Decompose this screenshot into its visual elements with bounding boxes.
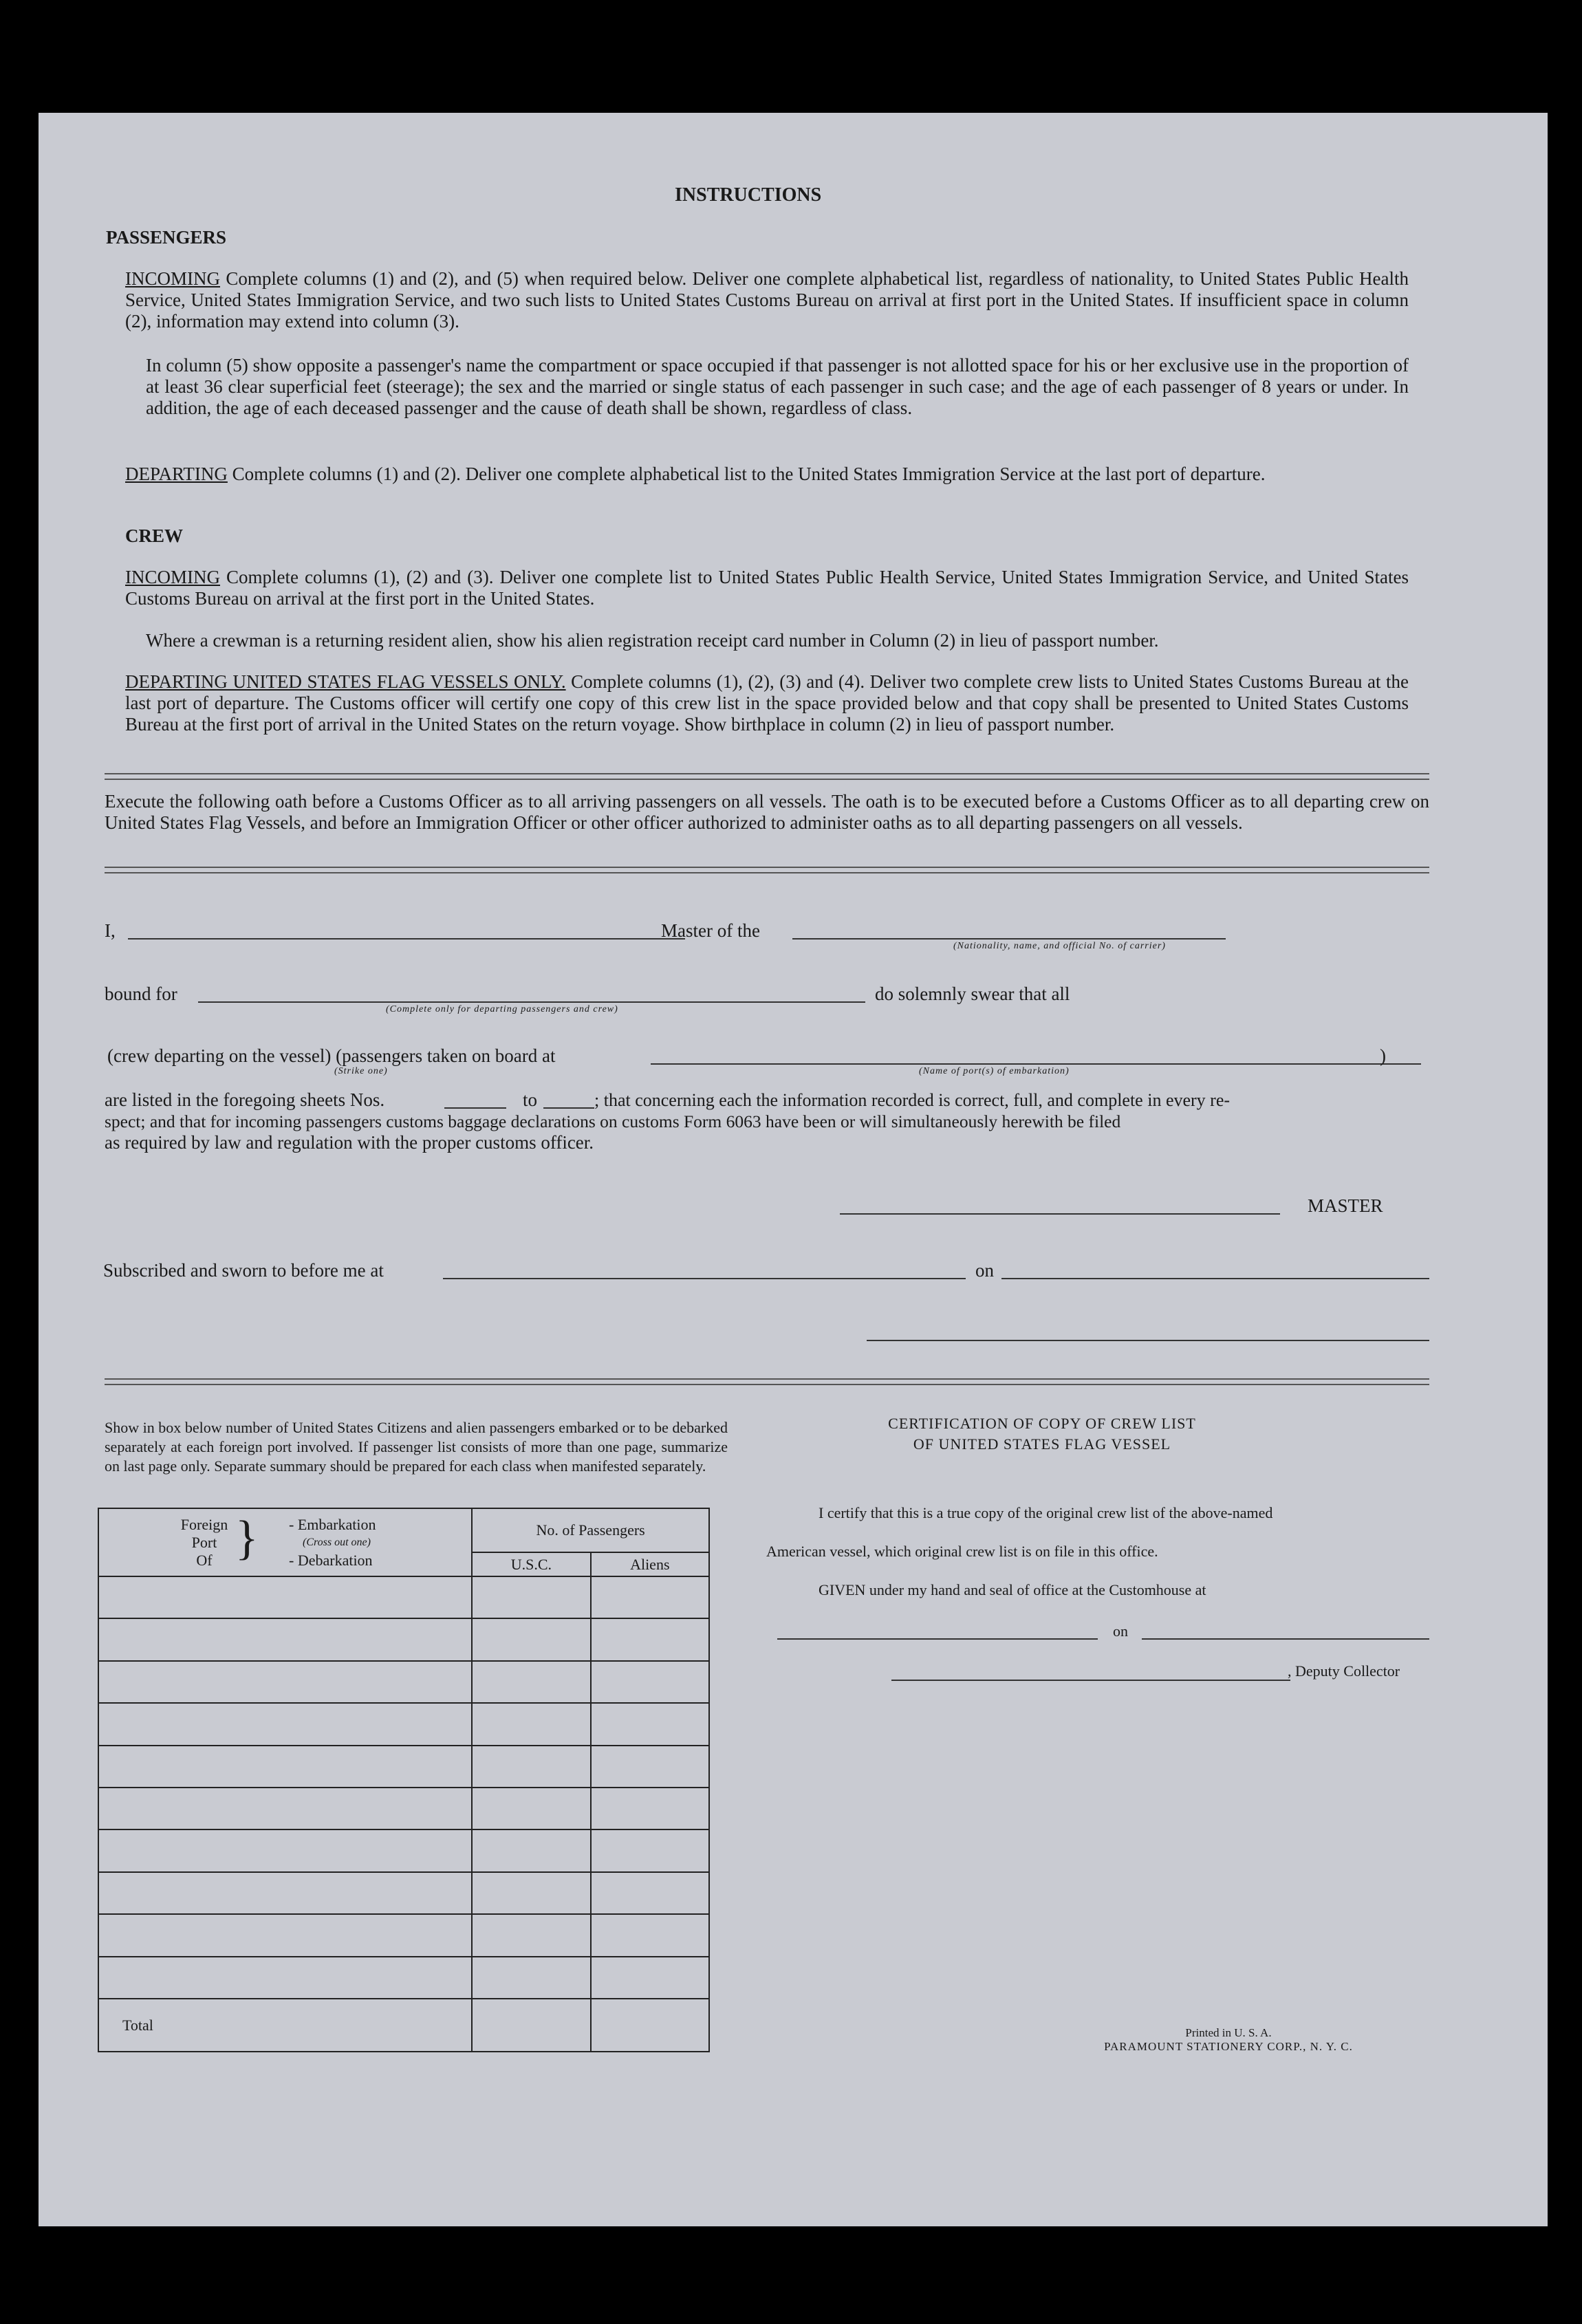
summary-row xyxy=(98,1829,709,1871)
aliens-cell[interactable] xyxy=(591,1957,709,1999)
embarkation-label: - Embarkation xyxy=(289,1516,376,1533)
port-cell[interactable] xyxy=(98,1576,472,1618)
certification-title-1: CERTIFICATION OF COPY OF CREW LIST xyxy=(888,1415,1196,1432)
col-foreign: Foreign xyxy=(180,1516,228,1533)
page-title: INSTRUCTIONS xyxy=(675,184,822,206)
summary-row xyxy=(98,1703,709,1745)
passengers-incoming-text: Complete columns (1) and (2), and (5) when required below. Deliver one complete alphabetical list, regardless of nationality, to United States Public Health Service, United States Immigration Service, and two such lists to United States Customs Bureau on arrival at first port in the United States. If insufficient space in column (2), information may extend into column (3). xyxy=(125,268,1409,332)
usc-cell[interactable] xyxy=(472,1661,590,1703)
port-cell[interactable] xyxy=(98,1746,472,1788)
certification-line-2: American vessel, which original crew list is on file in this office. xyxy=(766,1543,1158,1560)
crew-incoming-label: INCOMING xyxy=(125,567,220,587)
sworn-on-label: on xyxy=(975,1260,994,1281)
master-of-label: Master of the xyxy=(661,920,760,941)
aliens-cell[interactable] xyxy=(591,1746,709,1788)
port-cell[interactable] xyxy=(98,1829,472,1871)
certification-on-label: on xyxy=(1113,1622,1128,1640)
bound-caption: (Complete only for departing passengers and crew) xyxy=(386,1004,618,1014)
sworn-place-field[interactable] xyxy=(443,1278,966,1279)
certification-title-2: OF UNITED STATES FLAG VESSEL xyxy=(913,1435,1171,1453)
sheets-text-1: ; that concerning each the information recorded is correct, full, and complete in every re- xyxy=(594,1090,1231,1110)
passengers-heading: PASSENGERS xyxy=(106,227,227,248)
oath-intro: Execute the following oath before a Customs Officer as to all arriving passengers on all vessels. The oath is to be executed before a Customs Officer as to all departing crew on United States Flag Vessels, and before an Immigration Officer or other officer authorized to administer oaths as to all departing passengers on all vessels. xyxy=(105,791,1429,833)
aliens-cell[interactable] xyxy=(591,1914,709,1956)
sheets-text-3: as required by law and regulation with the proper customs officer. xyxy=(105,1132,594,1153)
aliens-cell[interactable] xyxy=(591,1661,709,1703)
crew-departing-label: DEPARTING UNITED STATES FLAG VESSELS ONLY. xyxy=(125,671,566,692)
debarkation-label: - Debarkation xyxy=(289,1552,373,1569)
sheets-label: are listed in the foregoing sheets Nos. xyxy=(105,1089,385,1110)
crew-resident-paragraph: Where a crewman is a returning resident alien, show his alien registration receipt card number in Column (2) in lieu of passport number. xyxy=(146,630,1159,651)
divider xyxy=(105,1378,1429,1385)
printer-line-2: PARAMOUNT STATIONERY CORP., N. Y. C. xyxy=(1104,2040,1353,2053)
aliens-cell[interactable] xyxy=(591,1829,709,1871)
crew-heading: CREW xyxy=(125,525,184,546)
printer-line-1: Printed in U. S. A. xyxy=(1185,2026,1272,2039)
sheet-to-field[interactable] xyxy=(543,1107,594,1109)
passenger-summary-table xyxy=(98,1508,710,2052)
summary-row xyxy=(98,1872,709,1914)
usc-cell[interactable] xyxy=(472,1957,590,1999)
summary-row xyxy=(98,1576,709,1618)
divider xyxy=(105,773,1429,780)
summary-row xyxy=(98,1746,709,1788)
port-cell[interactable] xyxy=(98,1957,472,1999)
passengers-departing-paragraph xyxy=(125,464,1409,485)
aliens-cell[interactable] xyxy=(591,1788,709,1829)
master-label: MASTER xyxy=(1308,1195,1383,1216)
strike-caption: (Strike one) xyxy=(334,1066,388,1076)
summary-row xyxy=(98,1618,709,1660)
usc-cell[interactable] xyxy=(472,1788,590,1829)
port-cell[interactable] xyxy=(98,1914,472,1956)
usc-header: U.S.C. xyxy=(472,1552,590,1576)
embarkation-ports-field[interactable] xyxy=(651,1063,1421,1065)
divider xyxy=(105,867,1429,873)
aliens-cell[interactable] xyxy=(591,1576,709,1618)
crew-incoming-text: Complete columns (1), (2) and (3). Deliver one complete list to United States Public Health Service, United States Immigration Service, and United States Customs Bureau on arrival at the first port in the United States. xyxy=(125,567,1409,609)
usc-cell[interactable] xyxy=(472,1829,590,1871)
aliens-header: Aliens xyxy=(591,1552,709,1576)
sheet-from-field[interactable] xyxy=(444,1107,506,1109)
oath-i-label: I, xyxy=(105,920,116,941)
summary-instructions: Show in box below number of United States Citizens and alien passengers embarked or to be debarked separately at each foreign port involved. If passenger list consists of more than one page, summarize on last page only. Separate summary should be prepared for each class when manifested separately. xyxy=(105,1419,728,1475)
crew-departing-paragraph xyxy=(125,671,1409,735)
crew-incoming-paragraph xyxy=(125,567,1409,609)
aliens-cell[interactable] xyxy=(591,1703,709,1745)
passengers-departing-text: Complete columns (1) and (2). Deliver one complete alphabetical list to the United States Immigration Service at the last port of departure. xyxy=(232,464,1266,484)
port-cell[interactable] xyxy=(98,1788,472,1829)
summary-row xyxy=(98,1957,709,1999)
col-of: Of xyxy=(196,1552,213,1569)
foreign-port-header xyxy=(98,1508,472,1576)
carrier-caption: (Nationality, name, and official No. of carrier) xyxy=(953,941,1166,951)
to-label: to xyxy=(523,1089,538,1110)
total-aliens-cell[interactable] xyxy=(591,1999,709,2052)
port-cell[interactable] xyxy=(98,1703,472,1745)
customhouse-field[interactable] xyxy=(777,1638,1098,1640)
certification-line-3: GIVEN under my hand and seal of office at the Customhouse at xyxy=(819,1581,1206,1598)
summary-row xyxy=(98,1788,709,1829)
usc-cell[interactable] xyxy=(472,1746,590,1788)
bound-for-field[interactable] xyxy=(198,1001,865,1003)
summary-rows xyxy=(98,1576,709,1999)
aliens-cell[interactable] xyxy=(591,1872,709,1914)
brace-glyph: } xyxy=(235,1512,259,1565)
ports-caption: (Name of port(s) of embarkation) xyxy=(919,1066,1070,1076)
sheets-text-2: spect; and that for incoming passengers customs baggage declarations on customs Form 6063 have been or will simultaneously herewith be filed xyxy=(105,1111,1121,1131)
bound-for-label: bound for xyxy=(105,984,177,1004)
deputy-collector-label: , Deputy Collector xyxy=(1288,1662,1400,1680)
table-header-row xyxy=(98,1508,709,1552)
master-name-field[interactable] xyxy=(128,938,685,940)
passengers-incoming-paragraph xyxy=(125,268,1409,332)
col-port: Port xyxy=(191,1534,217,1551)
usc-cell[interactable] xyxy=(472,1576,590,1618)
port-cell[interactable] xyxy=(98,1872,472,1914)
usc-cell[interactable] xyxy=(472,1703,590,1745)
usc-cell[interactable] xyxy=(472,1872,590,1914)
sworn-date-field[interactable] xyxy=(1001,1278,1429,1279)
port-cell[interactable] xyxy=(98,1661,472,1703)
certification-date-field[interactable] xyxy=(1142,1638,1429,1640)
passengers-incoming-label: INCOMING xyxy=(125,268,220,289)
deputy-collector-signature-field[interactable] xyxy=(891,1680,1290,1681)
total-label: Total xyxy=(98,1999,472,2052)
summary-row xyxy=(98,1661,709,1703)
crew-departing-label: (crew departing on the vessel) (passengers taken on board at xyxy=(107,1045,556,1066)
close-paren: ) xyxy=(1380,1045,1386,1066)
passengers-departing-label: DEPARTING xyxy=(125,464,228,484)
form-page xyxy=(39,113,1548,2226)
aliens-cell[interactable] xyxy=(591,1618,709,1660)
no-of-passengers-header: No. of Passengers xyxy=(472,1508,709,1552)
master-signature-field[interactable] xyxy=(840,1213,1280,1215)
carrier-field[interactable] xyxy=(792,938,1226,940)
certification-line-1: I certify that this is a true copy of the original crew list of the above-named xyxy=(819,1504,1273,1521)
total-usc-cell[interactable] xyxy=(472,1999,590,2052)
swear-label: do solemnly swear that all xyxy=(875,984,1070,1004)
subscribed-label: Subscribed and sworn to before me at xyxy=(103,1260,384,1281)
usc-cell[interactable] xyxy=(472,1618,590,1660)
total-row xyxy=(98,1999,709,2052)
cross-out-caption: (Cross out one) xyxy=(303,1536,371,1548)
officer-signature-field[interactable] xyxy=(867,1340,1429,1341)
port-cell[interactable] xyxy=(98,1618,472,1660)
crew-departing-text: Complete columns (1), (2), (3) and (4). Deliver two complete crew lists to United States Customs Bureau at the last port of departure. The Customs officer will certify one copy of this crew list in the space provided below and that copy shall be presented to United States Customs Bureau at the first port of arrival in the United States on the return voyage. Show birthplace in column (2) in lieu of passport number. xyxy=(125,671,1409,735)
summary-row xyxy=(98,1914,709,1956)
column5-paragraph: In column (5) show opposite a passenger's name the compartment or space occupied if that passenger is not allotted space for his or her exclusive use in the proportion of at least 36 clear superficial feet (steerage); the sex and the married or single status of each passenger in such case; and the age of each passenger of 8 years or under. In addition, the age of each deceased passenger and the cause of death shall be shown, regardless of class. xyxy=(146,355,1409,418)
usc-cell[interactable] xyxy=(472,1914,590,1956)
